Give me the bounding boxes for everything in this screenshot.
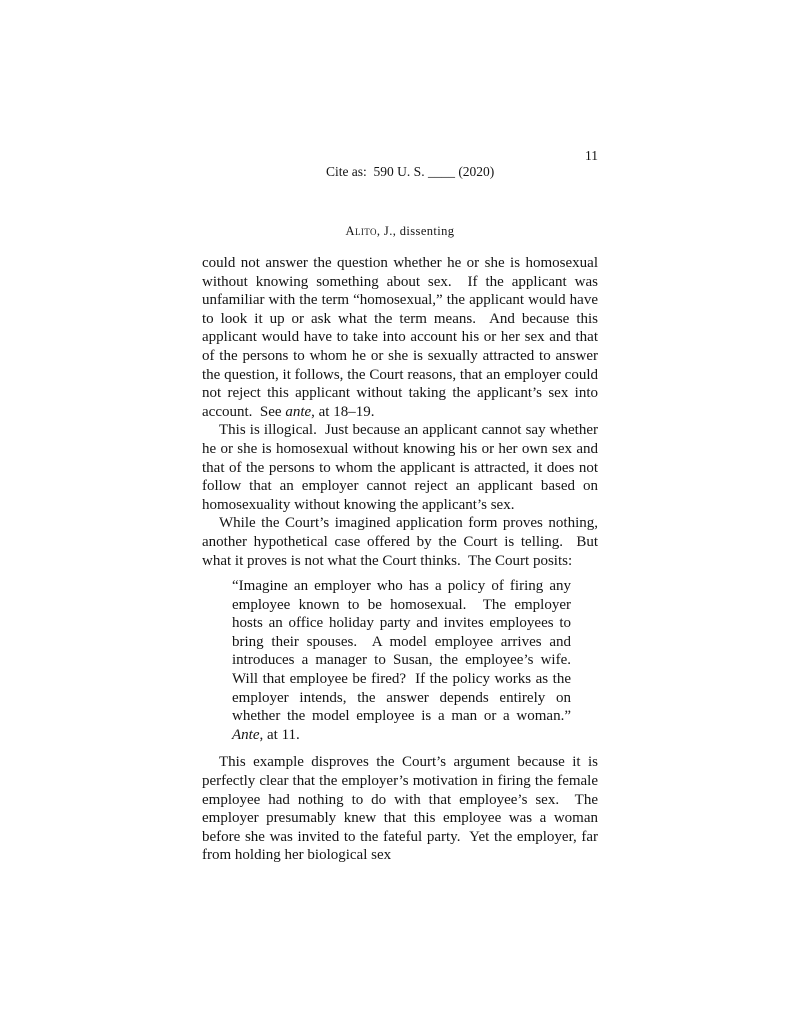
text-segment: This is illogical. Just because an applicant cannot say whether he or she is homosexual without knowing his or her own sex and that of the persons to whom the applicant is attracted, it does not follow that an employer cannot reject an applicant based on homosexuality without knowing the applicant’s sex. (202, 422, 602, 513)
italic-text-segment: ante (285, 403, 312, 420)
text-segment: , at 11. (259, 726, 300, 743)
body-paragraph (202, 254, 602, 421)
text-segment: “Imagine an employer who has a policy of firing any employee known to be homosexual. The employer hosts an office holiday party and invites employees to bring their spouses. A model employee arrives and introduces a manager to Susan, the employee’s wife. Will that employee be fired? If the policy works as the employer intends, the answer depends entirely on whether the model employee is a man or a woman.” (232, 578, 579, 725)
opinion-attribution (202, 224, 598, 239)
running-head (202, 148, 598, 212)
text-column (202, 148, 602, 865)
attribution-rest: , J., dissenting (376, 224, 455, 238)
justice-name: Alito (345, 224, 377, 238)
text-segment: , at 18–19. (311, 403, 375, 420)
body-paragraph (202, 421, 602, 514)
block-quote (232, 577, 579, 744)
body-paragraph (202, 514, 602, 570)
text-segment: could not answer the question whether he or she is homosexual without knowing something about sex. If the applicant was unfamiliar with the term “homosexual,” the applicant would have to look it up or ask what the term means. And because this applicant would have to take into account his or her sex and that of the persons to whom he or she is sexually attracted to answer the question, it follows, the Court reasons, that an employer could not reject this applicant without taking the applicant’s sex into account. See (202, 255, 602, 420)
page-number: 11 (585, 148, 598, 163)
text-segment: While the Court’s imagined application form proves nothing, another hypothetical case offered by the Court is telling. But what it proves is not what the Court thinks. The Court posits: (202, 515, 602, 569)
text-segment: This example disproves the Court’s argument because it is perfectly clear that the employer’s motivation in firing the female employee had nothing to do with that employee’s sex. The employer presumably knew that this employee was a woman before she was invited to the fateful party. Yet the employer, far from holding her biological sex (202, 754, 602, 864)
italic-text-segment: Ante (232, 726, 260, 743)
citation: Cite as: 590 U. S. ____ (2020) (325, 164, 495, 179)
opinion-body (202, 254, 602, 865)
body-paragraph (202, 753, 602, 865)
